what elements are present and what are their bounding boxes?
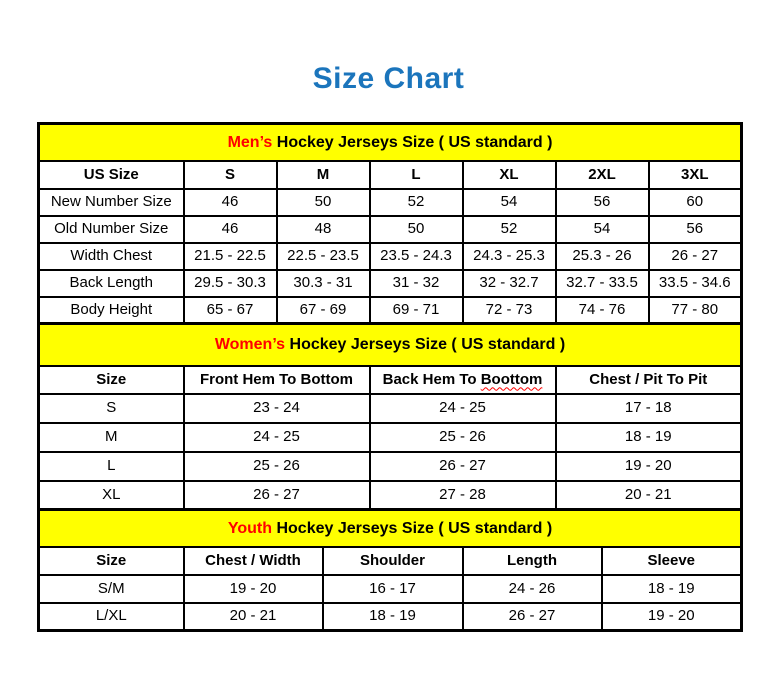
value-cell: 56 — [556, 189, 649, 216]
womens-section-title-rest: Hockey Jerseys Size ( US standard ) — [285, 336, 566, 354]
row-label-cell: S — [39, 394, 184, 423]
value-cell: 17 - 18 — [556, 394, 742, 423]
womens-size-table — [37, 322, 743, 511]
table-row — [39, 216, 742, 243]
womens-section-band — [39, 324, 742, 366]
column-header: Shoulder — [323, 547, 463, 575]
row-label-cell: Old Number Size — [39, 216, 184, 243]
spellcheck-squiggle-word: Boottom — [480, 370, 543, 388]
value-cell: 19 - 20 — [556, 452, 742, 481]
value-cell: 74 - 76 — [556, 297, 649, 324]
column-header: Length — [463, 547, 602, 575]
value-cell: 60 — [649, 189, 742, 216]
table-row — [39, 189, 742, 216]
value-cell: 46 — [184, 189, 277, 216]
value-cell: 24 - 25 — [370, 394, 556, 423]
mens-section-title-highlight: Men’s — [227, 133, 273, 151]
youth-header-row — [39, 547, 742, 575]
value-cell: 25.3 - 26 — [556, 243, 649, 270]
size-chart-tables — [37, 122, 740, 632]
value-cell: 77 - 80 — [649, 297, 742, 324]
table-row — [39, 452, 742, 481]
table-row — [39, 270, 742, 297]
womens-header-row — [39, 366, 742, 394]
row-label-cell: M — [39, 423, 184, 452]
youth-section-band — [39, 510, 742, 547]
value-cell: 52 — [463, 216, 556, 243]
value-cell: 27 - 28 — [370, 481, 556, 510]
row-label-cell: L — [39, 452, 184, 481]
value-cell: 48 — [277, 216, 370, 243]
value-cell: 18 - 19 — [602, 575, 742, 603]
value-cell: 33.5 - 34.6 — [649, 270, 742, 297]
mens-section-title-rest: Hockey Jerseys Size ( US standard ) — [272, 133, 553, 151]
column-header: XL — [463, 161, 556, 189]
column-header-prefix: Back Hem To — [382, 370, 481, 388]
row-label-cell: New Number Size — [39, 189, 184, 216]
table-row — [39, 297, 742, 324]
column-header: 2XL — [556, 161, 649, 189]
womens-section-title — [39, 324, 742, 366]
value-cell: 32 - 32.7 — [463, 270, 556, 297]
row-label-cell: Body Height — [39, 297, 184, 324]
value-cell: 26 - 27 — [649, 243, 742, 270]
value-cell: 65 - 67 — [184, 297, 277, 324]
value-cell: 72 - 73 — [463, 297, 556, 324]
youth-size-table — [37, 508, 743, 632]
value-cell: 26 - 27 — [370, 452, 556, 481]
value-cell: 23 - 24 — [184, 394, 370, 423]
column-header: S — [184, 161, 277, 189]
table-row — [39, 423, 742, 452]
value-cell: 54 — [556, 216, 649, 243]
column-header-misspelled — [370, 366, 556, 394]
row-label-cell: XL — [39, 481, 184, 510]
value-cell: 50 — [370, 216, 463, 243]
value-cell: 23.5 - 24.3 — [370, 243, 463, 270]
column-header: Front Hem To Bottom — [184, 366, 370, 394]
value-cell: 67 - 69 — [277, 297, 370, 324]
value-cell: 21.5 - 22.5 — [184, 243, 277, 270]
value-cell: 24.3 - 25.3 — [463, 243, 556, 270]
value-cell: 26 - 27 — [463, 603, 602, 631]
row-label-cell: L/XL — [39, 603, 184, 631]
value-cell: 24 - 25 — [184, 423, 370, 452]
value-cell: 50 — [277, 189, 370, 216]
value-cell: 46 — [184, 216, 277, 243]
value-cell: 20 - 21 — [184, 603, 323, 631]
column-header: M — [277, 161, 370, 189]
column-header: Chest / Width — [184, 547, 323, 575]
table-row — [39, 603, 742, 631]
value-cell: 52 — [370, 189, 463, 216]
mens-size-table — [37, 122, 743, 325]
value-cell: 25 - 26 — [370, 423, 556, 452]
table-row — [39, 394, 742, 423]
value-cell: 19 - 20 — [602, 603, 742, 631]
column-header: Chest / Pit To Pit — [556, 366, 742, 394]
mens-section-title — [39, 124, 742, 161]
column-header: Sleeve — [602, 547, 742, 575]
womens-section-title-highlight: Women’s — [214, 336, 286, 354]
column-header: 3XL — [649, 161, 742, 189]
row-label-cell: Width Chest — [39, 243, 184, 270]
column-header: L — [370, 161, 463, 189]
value-cell: 19 - 20 — [184, 575, 323, 603]
mens-section-band — [39, 124, 742, 161]
column-header: Size — [39, 547, 184, 575]
row-label-cell: S/M — [39, 575, 184, 603]
mens-header-row — [39, 161, 742, 189]
value-cell: 56 — [649, 216, 742, 243]
column-header: US Size — [39, 161, 184, 189]
value-cell: 69 - 71 — [370, 297, 463, 324]
value-cell: 16 - 17 — [323, 575, 463, 603]
row-label-cell: Back Length — [39, 270, 184, 297]
youth-section-title-highlight: Youth — [227, 519, 273, 537]
table-row — [39, 575, 742, 603]
table-row — [39, 243, 742, 270]
value-cell: 22.5 - 23.5 — [277, 243, 370, 270]
value-cell: 24 - 26 — [463, 575, 602, 603]
column-header: Size — [39, 366, 184, 394]
value-cell: 20 - 21 — [556, 481, 742, 510]
youth-section-title — [39, 510, 742, 547]
value-cell: 31 - 32 — [370, 270, 463, 297]
value-cell: 18 - 19 — [556, 423, 742, 452]
youth-section-title-rest: Hockey Jerseys Size ( US standard ) — [272, 519, 553, 537]
value-cell: 26 - 27 — [184, 481, 370, 510]
table-row — [39, 481, 742, 510]
value-cell: 32.7 - 33.5 — [556, 270, 649, 297]
value-cell: 29.5 - 30.3 — [184, 270, 277, 297]
value-cell: 25 - 26 — [184, 452, 370, 481]
value-cell: 18 - 19 — [323, 603, 463, 631]
page-title: Size Chart — [312, 62, 465, 95]
value-cell: 54 — [463, 189, 556, 216]
value-cell: 30.3 - 31 — [277, 270, 370, 297]
